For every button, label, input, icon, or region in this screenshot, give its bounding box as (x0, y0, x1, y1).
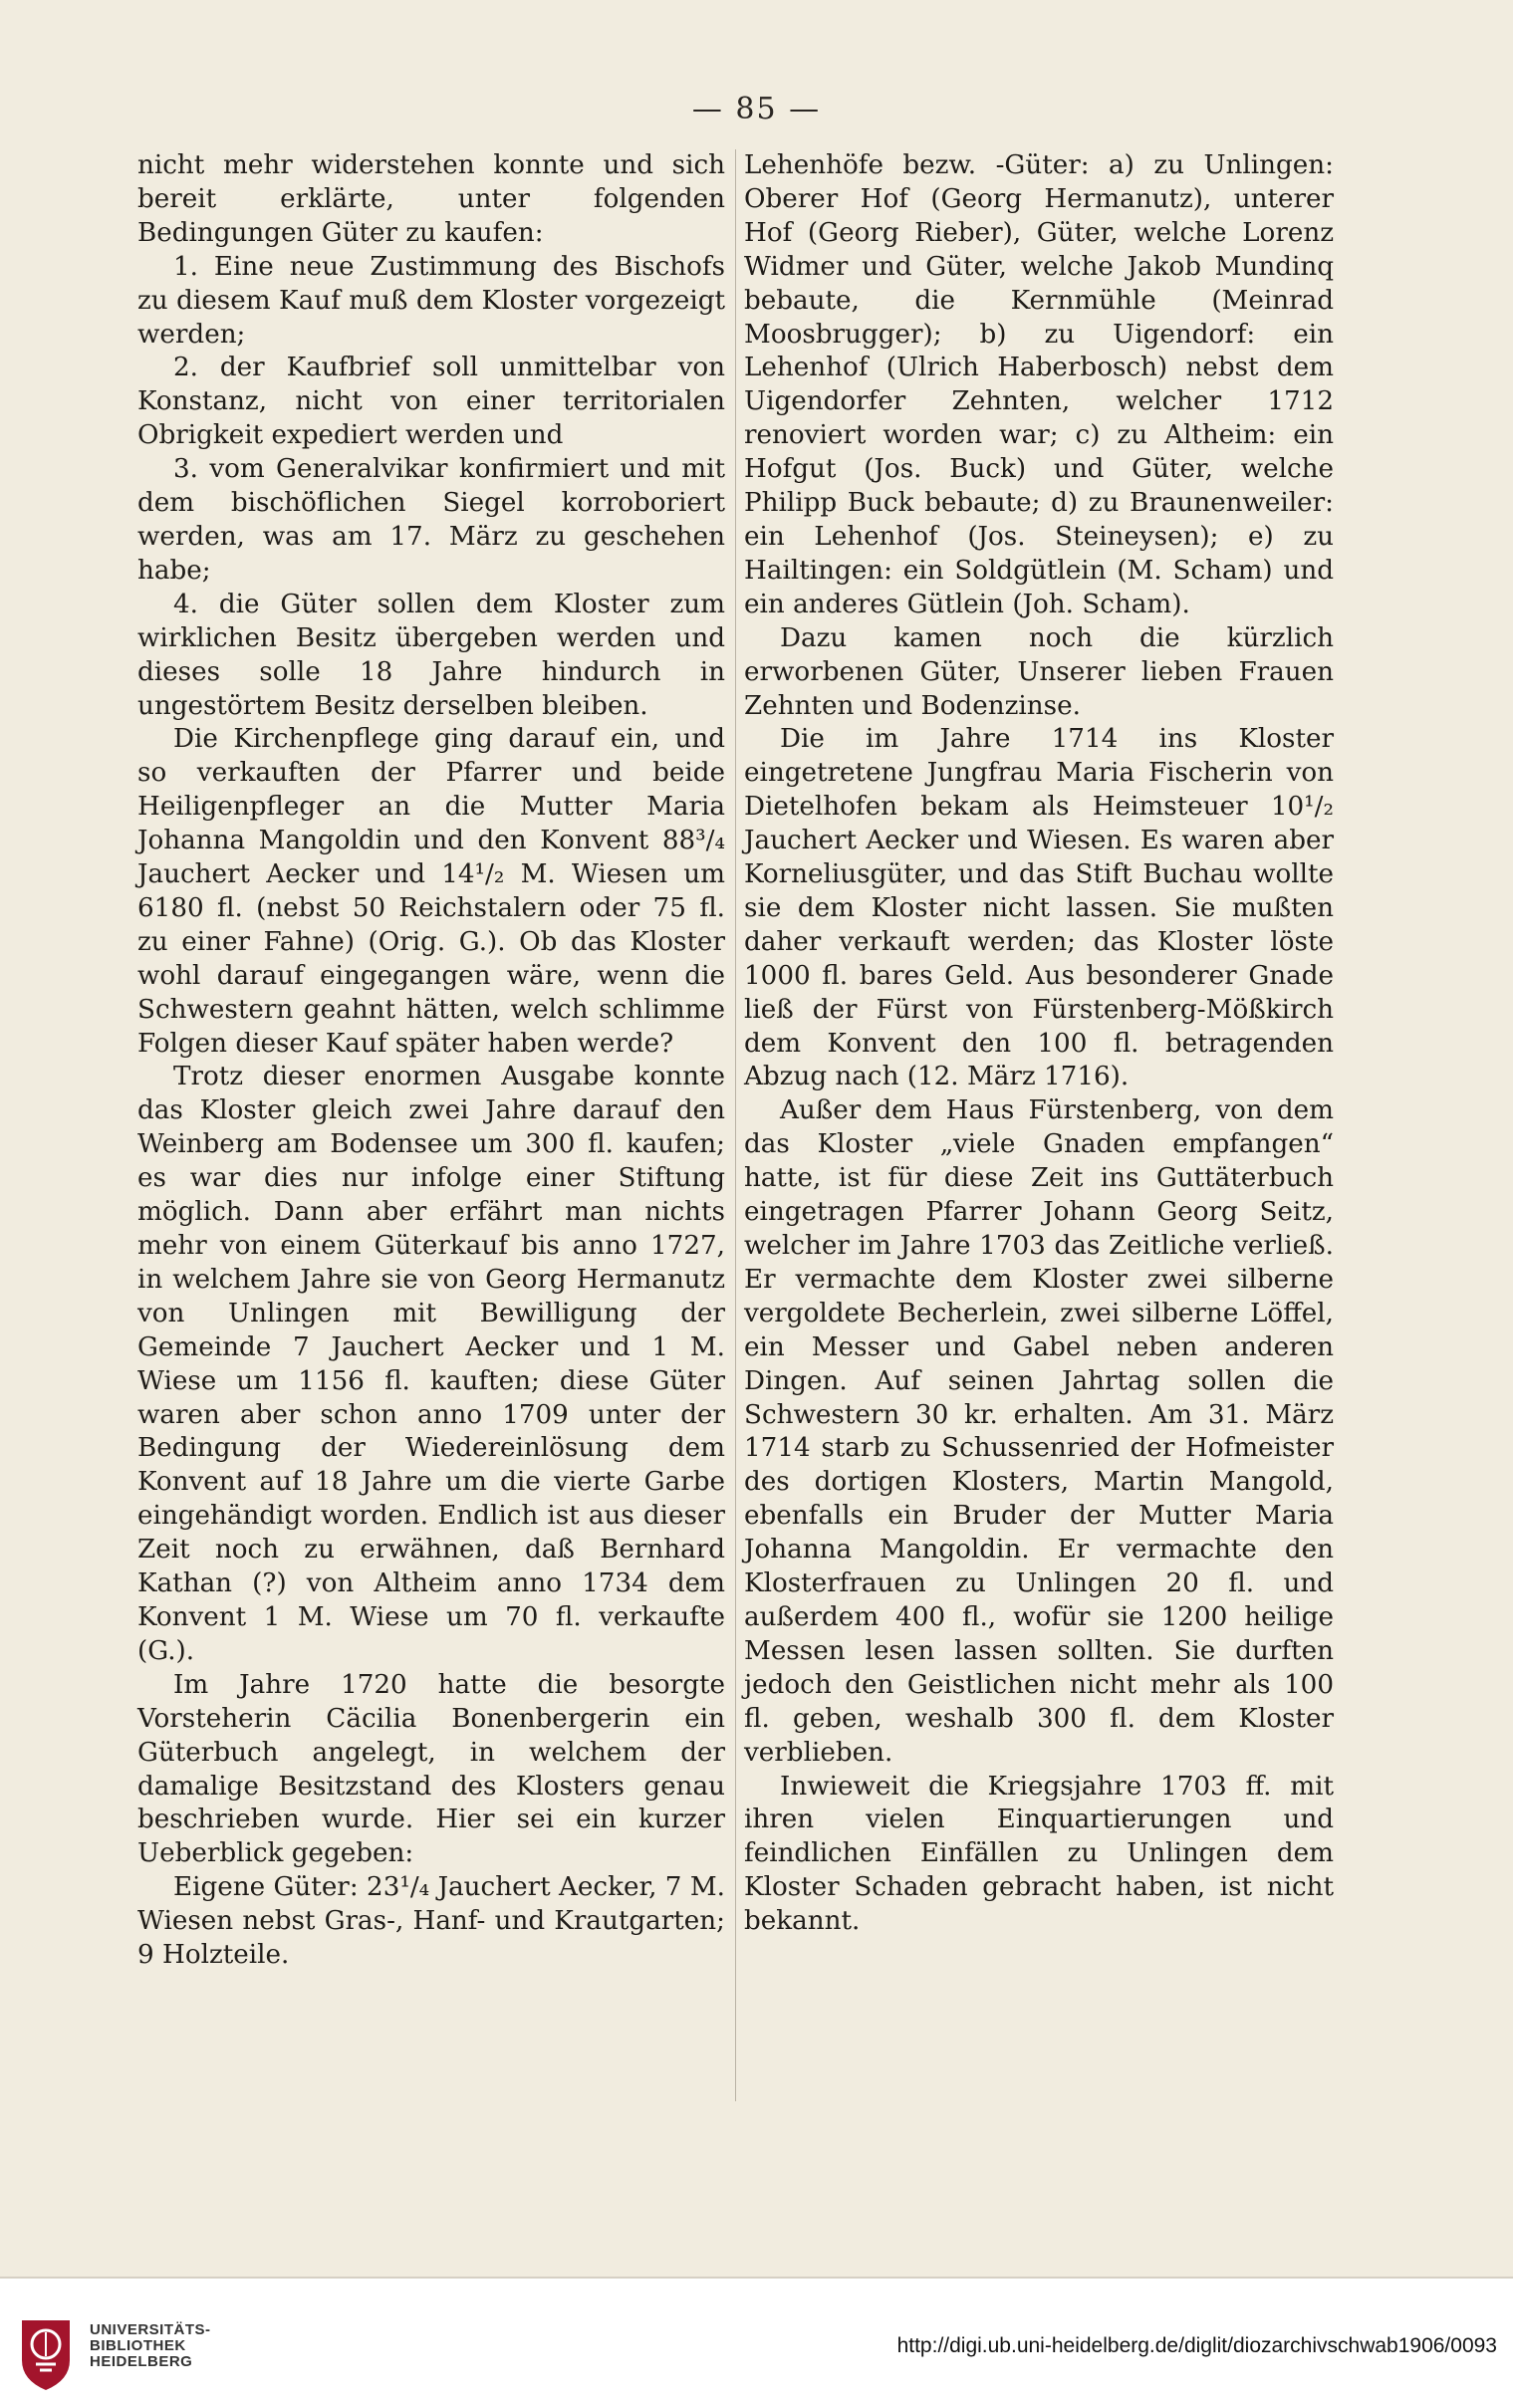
paragraph: 1. Eine neue Zustimmung des Bischofs zu diesem Kauf muß dem Kloster vorgezeigt werden; (137, 251, 725, 350)
library-name (90, 2322, 211, 2370)
right-text-column (744, 149, 1334, 1939)
paragraph: Eigene Güter: 23¹/₄ Jauchert Aecker, 7 M. Wiesen nebst Gras-, Hanf- und Krautgarten; 9 Holzteile. (137, 1872, 725, 1971)
paragraph: Die im Jahre 1714 ins Kloster eingetretene Jungfrau Maria Fischerin von Dietelhofen bekam als Heimsteuer 10¹/₂ Jauchert Aecker und Wiesen. Es waren aber Korneliusgüter, und das Stift Buchau wollte sie dem Kloster nicht lassen. Sie mußten daher verkauft werden; das Kloster löste 1000 fl. bares Geld. Aus besonderer Gnade ließ der Fürst von Fürstenberg-Mößkirch dem Konvent den 100 fl. betragenden Abzug nach (12. März 1716). (744, 724, 1334, 1092)
left-text-column (137, 149, 725, 1973)
paragraph: nicht mehr widerstehen konnte und sich bereit erklärte, unter folgenden Bedingungen Güter zu kaufen: (137, 150, 725, 248)
paragraph: Inwieweit die Kriegsjahre 1703 ff. mit ihren vielen Einquartierungen und feindlichen Einfällen zu Unlingen dem Kloster Schaden gebracht haben, ist nicht bekannt. (744, 1771, 1334, 1937)
library-name-line: HEIDELBERG (90, 2353, 193, 2370)
paragraph: Lehenhöfe bezw. -Güter: a) zu Unlingen: Oberer Hof (Georg Hermanutz), unterer Hof (Georg Rieber), Güter, welche Lorenz Widmer und Güter, welche Jakob Mundinq bebaute, die Kernmühle (Meinrad Moosbrugger); b) zu Uigendorf: ein Lehenhof (Ulrich Haberbosch) nebst dem Uigendorfer Zehnten, welcher 1712 renoviert worden war; c) zu Altheim: ein Hofgut (Jos. Buck) und Güter, welche Philipp Buck bebaute; d) zu Braunenweiler: ein Lehenhof (Jos. Steineysen); e) zu Hailtingen: ein Soldgütlein (M. Scham) und ein anderes Gütlein (Joh. Scham). (744, 150, 1334, 619)
source-url-link[interactable]: http://digi.ub.uni-heidelberg.de/diglit/diozarchivschwab1906/0093 (896, 2334, 1497, 2357)
paragraph: 4. die Güter sollen dem Kloster zum wirklichen Besitz übergeben werden und dieses solle 18 Jahre hindurch in ungestörtem Besitz derselben bleiben. (137, 589, 725, 721)
column-divider (735, 149, 736, 2101)
paragraph: Trotz dieser enormen Ausgabe konnte das Kloster gleich zwei Jahre darauf den Weinberg am Bodensee um 300 fl. kaufen; es war dies nur infolge einer Stiftung möglich. Dann aber erfährt man nichts mehr von einem Güterkauf bis anno 1727, in welchem Jahre sie von Georg Hermanutz von Unlingen mit Bewilligung der Gemeinde 7 Jauchert Aecker und 1 M. Wiese um 1156 fl. kauften; diese Güter waren aber schon anno 1709 unter der Bedingung der Wiedereinlösung dem Konvent auf 18 Jahre um die vierte Garbe eingehändigt worden. Endlich ist aus dieser Zeit noch zu erwähnen, daß Bernhard Kathan (?) von Altheim anno 1734 dem Konvent 1 M. Wiese um 70 fl. verkaufte (G.). (137, 1062, 725, 1666)
paragraph: 3. vom Generalvikar konfirmiert und mit dem bischöflichen Siegel korroboriert werden, was am 17. März zu geschehen habe; (137, 454, 725, 586)
paragraph: 2. der Kaufbrief soll unmittelbar von Konstanz, nicht von einer territorialen Obrigkeit expediert werden und (137, 353, 725, 451)
paragraph: Dazu kamen noch die kürzlich erworbenen Güter, Unserer lieben Frauen Zehnten und Bodenzinse. (744, 622, 1334, 721)
library-name-line: BIBLIOTHEK (90, 2337, 186, 2354)
paragraph: Im Jahre 1720 hatte die besorgte Vorsteherin Cäcilia Bonenbergerin ein Güterbuch angelegt, in welchem der damalige Besitzstand des Klosters genau beschrieben wurde. Hier sei ein kurzer Ueberblick gegeben: (137, 1669, 725, 1869)
paragraph: Außer dem Haus Fürstenberg, von dem das Kloster „viele Gnaden empfangen“ hatte, ist für diese Zeit ins Guttäterbuch eingetragen Pfarrer Johann Georg Seitz, welcher im Jahre 1703 das Zeitliche verließ. Er vermachte dem Kloster zwei silberne vergoldete Becherlein, zwei silberne Löffel, ein Messer und Gabel neben anderen Dingen. Auf seinen Jahrtag sollen die Schwestern 30 kr. erhalten. Am 31. März 1714 starb zu Schussenried der Hofmeister des dortigen Klosters, Martin Mangold, ebenfalls ein Bruder der Mutter Maria Johanna Mangoldin. Er vermachte den Klosterfrauen zu Unlingen 20 fl. und außerdem 400 fl., wofür sie 1200 heilige Messen lesen lassen sollten. Sie durften jedoch den Geistlichen nicht mehr als 100 fl. geben, weshalb 300 fl. dem Kloster verblieben. (744, 1095, 1334, 1768)
page-number: — 85 — (691, 92, 822, 126)
university-seal-icon (14, 2314, 78, 2394)
footer-bar (0, 2279, 1513, 2408)
paragraph: Die Kirchenpflege ging darauf ein, und so verkauften der Pfarrer und beide Heiligenpfleger an die Mutter Maria Johanna Mangoldin und den Konvent 88³/₄ Jauchert Aecker und 14¹/₂ M. Wiesen um 6180 fl. (nebst 50 Reichstalern oder 75 fl. zu einer Fahne) (Orig. G.). Ob das Kloster wohl darauf eingegangen wäre, wenn die Schwestern geahnt hätten, welch schlimme Folgen dieser Kauf später haben werde? (137, 724, 725, 1059)
library-name-line: UNIVERSITÄTS- (90, 2321, 211, 2338)
